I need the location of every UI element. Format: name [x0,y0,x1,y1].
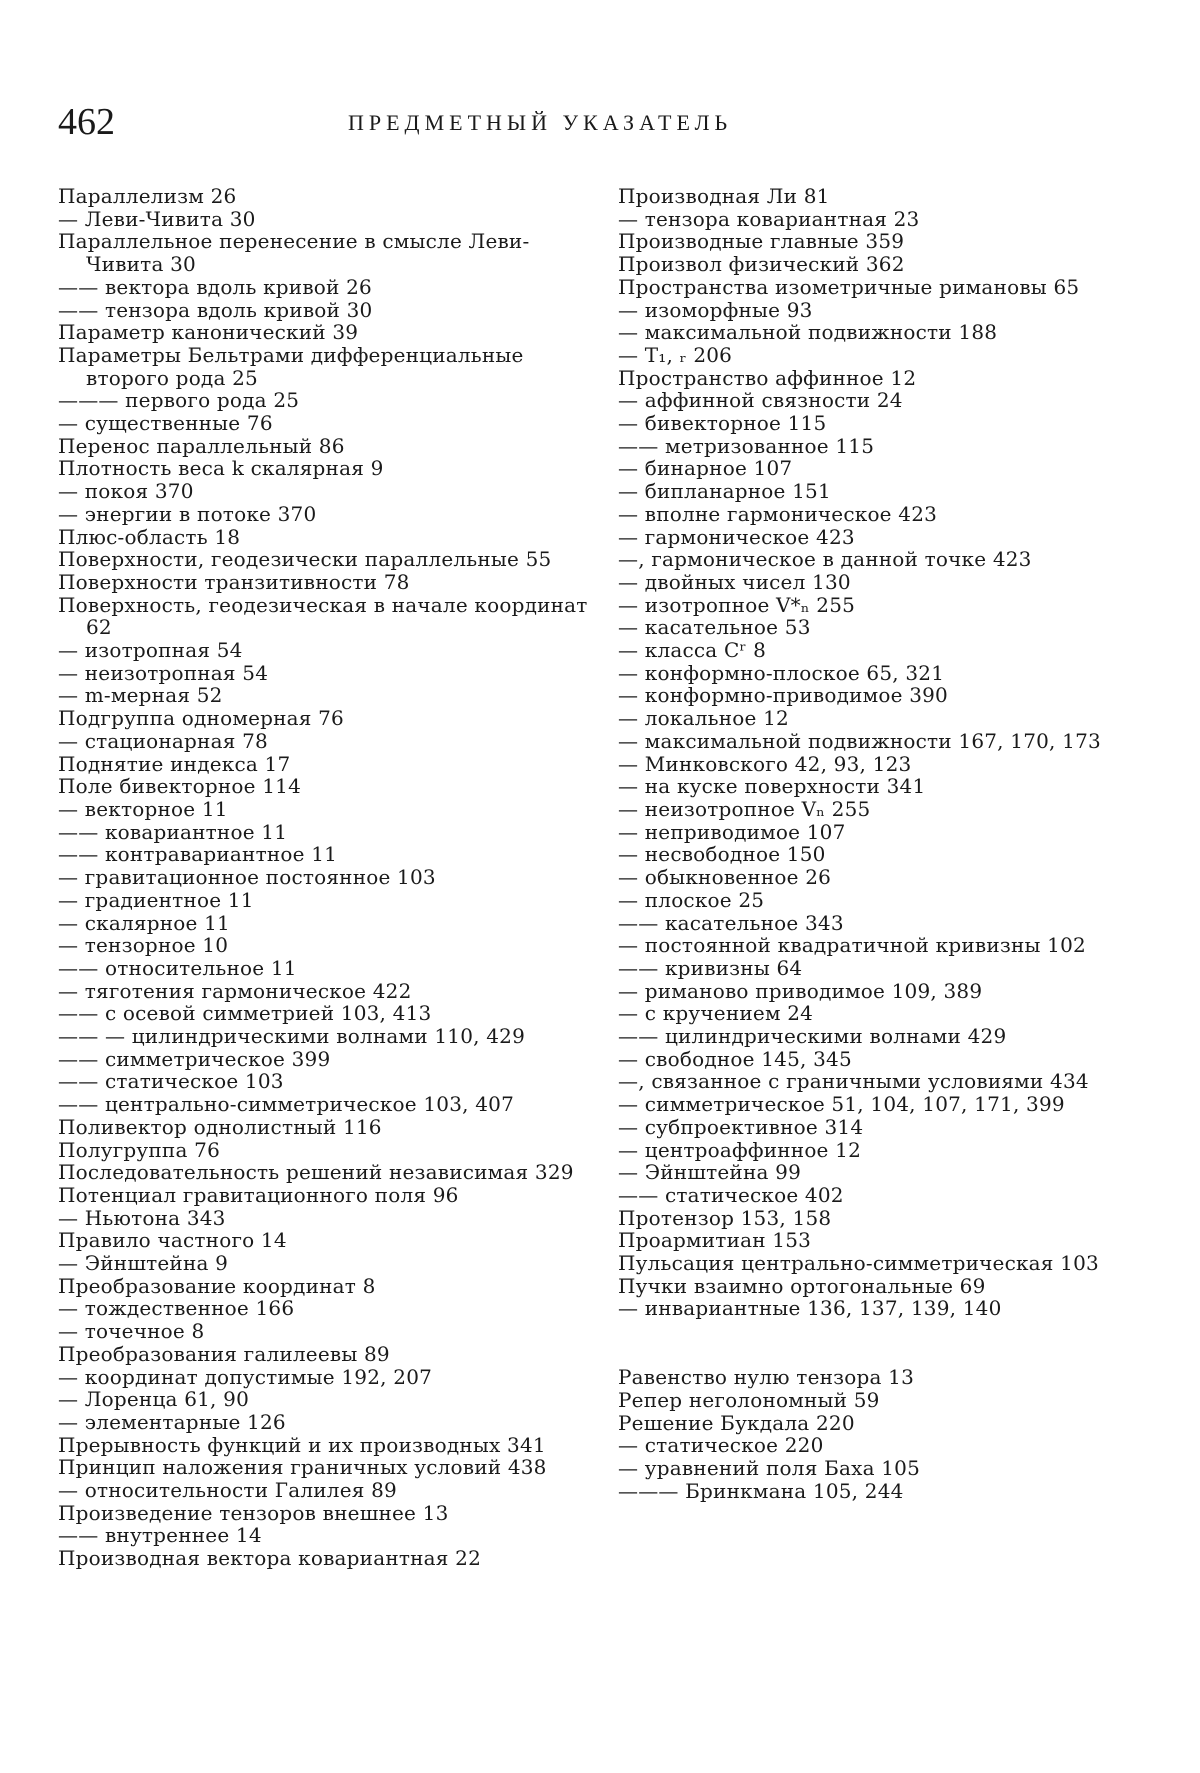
index-entry: — бинарное 107 [618,456,793,481]
index-entry: Параметр канонический 39 [58,320,359,345]
page-header [58,100,1148,150]
index-entry: Последовательность решений независимая 329 [58,1160,574,1185]
index-entry: —— — цилиндрическими волнами 110, 429 [58,1024,526,1049]
index-entry: — T₁, ᵣ 206 [618,342,733,367]
index-entry: —— внутреннее 14 [58,1523,262,1548]
index-entry: — неизотропное Vₙ 255 [618,796,871,821]
index-entry: — координат допустимые 192, 207 [58,1364,433,1389]
index-entry: — существенные 76 [58,411,273,436]
index-entry: — уравнений поля Баха 105 [618,1455,921,1480]
index-entry: — изотропная 54 [58,638,243,663]
index-entry: — плоское 25 [618,887,765,912]
index-entry: — несвободное 150 [618,842,826,867]
index-entry: — точечное 8 [58,1319,205,1344]
index-entry: — тождественное 166 [58,1296,295,1321]
index-entry: — обыкновенное 26 [618,865,832,890]
index-entry: Параллельное перенесение в смысле Леви-Чивита 30 [58,229,530,277]
index-entry: ——— Бринкмана 105, 244 [618,1478,904,1503]
index-entry: Пульсация центрально-симметрическая 103 [618,1251,1099,1276]
index-entry: Потенциал гравитационного поля 96 [58,1182,459,1207]
index-entry: — на куске поверхности 341 [618,774,926,799]
index-entry: — конформно-плоское 65, 321 [618,660,945,685]
index-entry: Производная Ли 81 [618,184,830,208]
index-entry: —, гармоническое в данной точке 423 [618,547,1032,572]
index-entry: — тензора ковариантная 23 [618,206,920,231]
index-entry: — изоморфные 93 [618,297,813,322]
index-entry: Плюс-область 18 [58,524,241,549]
index-entry: — градиентное 11 [58,887,254,912]
index-entry: Решение Букдала 220 [618,1410,855,1435]
index-entry: Производные главные 359 [618,229,905,254]
index-entry: — конформно-приводимое 390 [618,683,948,708]
index-entry: Равенство нулю тензора 13 [618,1365,915,1390]
index-entry: —— метризованное 115 [618,433,875,458]
index-entry: Протензор 153, 158 [618,1205,832,1230]
index-entry: — векторное 11 [58,796,228,821]
index-entry: —— тензора вдоль кривой 30 [58,297,373,322]
index-entry: — центроаффинное 12 [618,1137,861,1162]
index-entry: —— цилиндрическими волнами 429 [618,1024,1007,1049]
index-entry: —— контравариантное 11 [58,842,338,867]
index-entry: — изотропное V*ₙ 255 [618,592,856,617]
index-entry: Правило частного 14 [58,1228,287,1253]
index-entry: Произведение тензоров внешнее 13 [58,1500,449,1525]
right-index-column [618,185,1158,1502]
index-entry: — субпроективное 314 [618,1114,864,1139]
index-entry: — Лоренца 61, 90 [58,1387,250,1412]
index-entry: —— относительное 11 [58,955,297,980]
index-entry: — инвариантные 136, 137, 139, 140 [618,1296,1002,1321]
index-entry: — вполне гармоническое 423 [618,501,938,526]
index-entry: Перенос параллельный 86 [58,433,345,458]
index-entry: — гармоническое 423 [618,524,855,549]
index-entry: — покоя 370 [58,479,194,504]
index-entry: Производная вектора ковариантная 22 [58,1546,482,1571]
index-entry: — максимальной подвижности 188 [618,320,998,345]
index-entry: Пучки взаимно ортогональные 69 [618,1273,986,1298]
index-entry: — стационарная 78 [58,728,268,753]
index-entry: — бивекторное 115 [618,411,827,436]
index-entry: — свободное 145, 345 [618,1046,852,1071]
index-entry: — статическое 220 [618,1433,824,1458]
index-entry: Поднятие индекса 17 [58,751,291,776]
index-entry: Прерывность функций и их производных 341 [58,1432,546,1457]
index-entry: — класса Cʳ 8 [618,638,767,663]
running-title: ПРЕДМЕТНЫЙ УКАЗАТЕЛЬ [348,110,733,135]
index-entry: — m-мерная 52 [58,683,223,708]
index-entry: — максимальной подвижности 167, 170, 173 [618,728,1101,753]
index-entry: — риманово приводимое 109, 389 [618,978,983,1003]
index-entry: — локальное 12 [618,706,789,731]
index-entry: — постоянной квадратичной кривизны 102 [618,933,1086,958]
index-entry: Параметры Бельтрами дифференциальные второго рода 25 [58,342,524,390]
index-entry: Поверхность, геодезическая в начале координат 62 [58,592,588,640]
index-entry: —— вектора вдоль кривой 26 [58,274,372,299]
index-entry: — Эйнштейна 99 [618,1160,802,1185]
index-entry: Поверхности, геодезически параллельные 55 [58,547,552,572]
index-entry: — энергии в потоке 370 [58,501,317,526]
index-entry: —— кривизны 64 [618,955,803,980]
index-entry: Преобразование координат 8 [58,1273,376,1298]
index-entry: Пространство аффинное 12 [618,365,917,390]
left-index-column [58,185,588,1570]
index-entry: — Эйнштейна 9 [58,1251,229,1276]
index-entry: — двойных чисел 130 [618,569,851,594]
index-entry: — касательное 53 [618,615,811,640]
letter-section-gap [618,1320,1158,1366]
index-entry: — Минковского 42, 93, 123 [618,751,912,776]
index-entry: Плотность веса k скалярная 9 [58,456,384,481]
index-entry: — неприводимое 107 [618,819,846,844]
index-entry: Проармитиан 153 [618,1228,812,1253]
index-entry: Поле бивекторное 114 [58,774,301,799]
index-entry: —— касательное 343 [618,910,844,935]
index-entry: — скалярное 11 [58,910,230,935]
index-entry: Полугруппа 76 [58,1137,220,1162]
index-entry: Пространства изометричные римановы 65 [618,274,1080,299]
index-entry: — аффинной связности 24 [618,388,903,413]
index-entry: — тензорное 10 [58,933,229,958]
index-entry: —— симметрическое 399 [58,1046,331,1071]
index-entry: — относительности Галилея 89 [58,1478,397,1503]
index-entry: Репер неголономный 59 [618,1387,880,1412]
index-entry: — Ньютона 343 [58,1205,226,1230]
index-entry: Подгруппа одномерная 76 [58,706,344,731]
index-entry: Поливектор однолистный 116 [58,1114,382,1139]
index-entry: — с кручением 24 [618,1001,814,1026]
index-entry: —— центрально-симметрическое 103, 407 [58,1092,515,1117]
index-entry: Принцип наложения граничных условий 438 [58,1455,547,1480]
index-entry: — симметрическое 51, 104, 107, 171, 399 [618,1092,1065,1117]
index-entry: ——— первого рода 25 [58,388,300,413]
index-entry: — бипланарное 151 [618,479,831,504]
index-entry: —— ковариантное 11 [58,819,288,844]
index-entry: — тяготения гармоническое 422 [58,978,412,1003]
index-entry: — Леви-Чивита 30 [58,206,256,231]
index-entry: Преобразования галилеевы 89 [58,1341,390,1366]
index-entry: —— статическое 402 [618,1182,844,1207]
index-entry: Поверхности транзитивности 78 [58,569,410,594]
index-entry: — неизотропная 54 [58,660,269,685]
index-entry: Произвол физический 362 [618,252,905,277]
index-entry: Параллелизм 26 [58,184,237,208]
index-entry: —— статическое 103 [58,1069,284,1094]
index-entry: —— с осевой симметрией 103, 413 [58,1001,432,1026]
index-entry: — гравитационное постоянное 103 [58,865,436,890]
page-number: 462 [58,101,115,143]
index-entry: —, связанное с граничными условиями 434 [618,1069,1089,1094]
index-entry: — элементарные 126 [58,1409,286,1434]
